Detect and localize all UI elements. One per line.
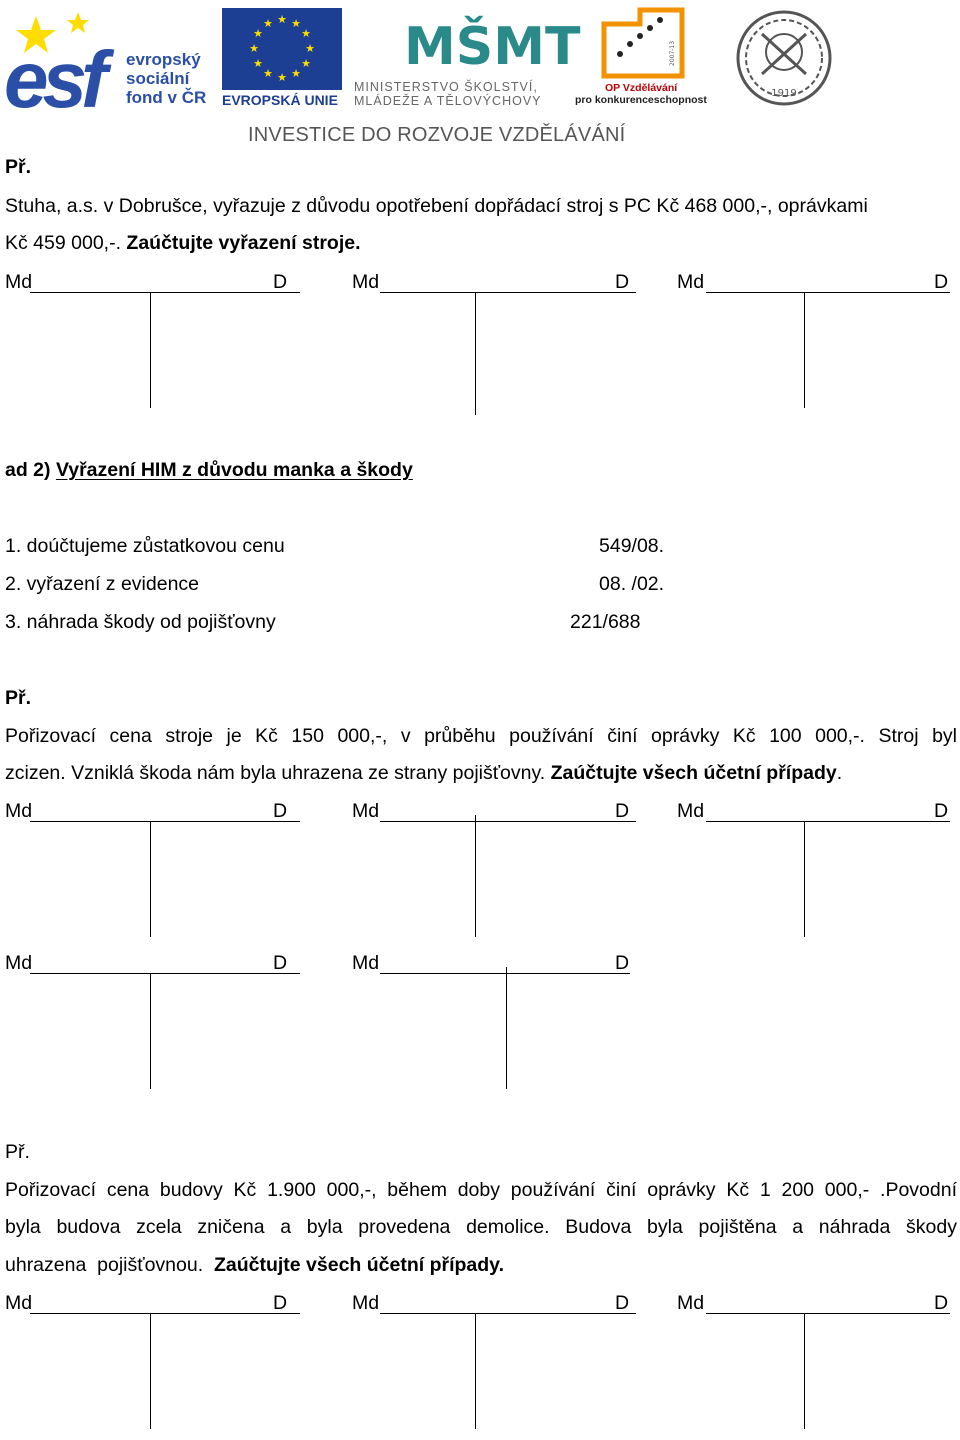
svg-text:MŠMT: MŠMT [404, 17, 581, 77]
ex1-line2: Kč 459 000,-. Zaúčtujte vyřazení stroje. [5, 232, 361, 254]
gear-seal-icon [734, 8, 834, 108]
svg-text:2007-13: 2007-13 [669, 40, 676, 66]
t-account-divider [475, 815, 476, 937]
ex3-task: Zaúčtujte všech účetní případy. [213, 1254, 504, 1276]
ad2-step-1-code: 549/08. [599, 535, 665, 557]
msmt-logo-text: MINISTERSTVO ŠKOLSTVÍ, MLÁDEŽE A TĚLOVÝCHOVY [354, 80, 542, 108]
t-account-top [706, 290, 950, 293]
ad2-step-3-code: 221/688 [570, 611, 641, 633]
d-label: D [615, 800, 630, 822]
ex1-heading: Př. [5, 156, 32, 178]
t-account-divider [804, 293, 805, 408]
eu-flag-icon [222, 8, 342, 90]
d-label: D [615, 271, 630, 293]
d-label: D [273, 1292, 288, 1314]
op-logo-icon [600, 6, 690, 82]
svg-text:★: ★ [253, 27, 263, 40]
ex2-line2: zcizen. Vzniklá škoda nám byla uhrazena ze strany pojišťovny. Zaúčtujte všech účetní případy. [5, 762, 843, 784]
svg-text:★: ★ [263, 17, 273, 30]
svg-text:★: ★ [253, 57, 263, 70]
md-label: Md [352, 271, 380, 293]
t-account-divider [150, 974, 151, 1089]
svg-text:★: ★ [291, 17, 301, 30]
md-label: Md [352, 1292, 380, 1314]
md-label: Md [352, 952, 380, 974]
svg-text:★: ★ [305, 42, 315, 55]
t-account-top [380, 819, 636, 822]
md-label: Md [677, 1292, 705, 1314]
t-account-divider [150, 293, 151, 408]
d-label: D [934, 800, 949, 822]
svg-text:1919: 1919 [771, 88, 797, 99]
ex1-task: Zaúčtujte vyřazení stroje. [126, 232, 361, 254]
t-account-top [30, 1311, 300, 1314]
t-account-divider [150, 1314, 151, 1429]
svg-text:★: ★ [277, 13, 287, 26]
t-account-top [380, 290, 636, 293]
d-label: D [934, 271, 949, 293]
md-label: Md [677, 800, 705, 822]
svg-text:★: ★ [301, 27, 311, 40]
ex3-line3: uhrazena pojišťovnou. Zaúčtujte všech účetní případy. [5, 1254, 504, 1276]
op-logo-text: OP Vzdělávání pro konkurenceschopnost [575, 82, 707, 106]
t-account-divider [506, 967, 507, 1089]
ad2-step-2-label: 2. vyřazení z evidence [5, 573, 200, 595]
md-label: Md [5, 271, 33, 293]
ex3-heading: Př. [5, 1141, 30, 1163]
md-label: Md [5, 952, 33, 974]
t-account-divider [475, 293, 476, 415]
t-account-top [706, 819, 950, 822]
d-label: D [934, 1292, 949, 1314]
t-account-divider [475, 1314, 476, 1429]
md-label: Md [677, 271, 705, 293]
ex3-line1: Pořizovací cena budovy Kč 1.900 000,-, během doby používání činí oprávky Kč 1 200 000,- .Povodní [5, 1179, 957, 1201]
ad2-step-3-label: 3. náhrada škody od pojišťovny [5, 611, 276, 633]
t-account-divider [150, 822, 151, 937]
ex2-task: Zaúčtujte všech účetní případy [550, 762, 837, 784]
t-account-top [380, 971, 630, 974]
t-account-divider [804, 822, 805, 937]
esf-logo-text: evropský sociální fond v ČR [126, 50, 207, 107]
ad2-title: Vyřazení HIM z důvodu manka a škody [55, 459, 413, 481]
t-account-top [30, 819, 300, 822]
svg-text:★: ★ [301, 57, 311, 70]
ex3-line2: byla budova zcela zničena a byla provedena demolice. Budova byla pojištěna a náhrada škody [5, 1216, 957, 1238]
d-label: D [615, 1292, 630, 1314]
slogan: INVESTICE DO ROZVOJE VZDĚLÁVÁNÍ [248, 124, 626, 146]
t-account-top [30, 290, 300, 293]
ad2-heading: ad 2) Vyřazení HIM z důvodu manka a škody [5, 459, 413, 481]
d-label: D [273, 952, 288, 974]
t-account-top [30, 971, 300, 974]
svg-text:★: ★ [249, 42, 259, 55]
svg-text:★: ★ [263, 67, 273, 80]
md-label: Md [5, 1292, 33, 1314]
esf-logo-word: esf [4, 35, 102, 124]
msmt-logo-icon [400, 6, 581, 77]
ex2-heading: Př. [5, 687, 32, 709]
md-label: Md [352, 800, 380, 822]
d-label: D [615, 952, 630, 974]
t-account-top [706, 1311, 950, 1314]
svg-text:★: ★ [291, 67, 301, 80]
t-account-top [380, 1311, 636, 1314]
md-label: Md [5, 800, 33, 822]
ad2-step-2-code: 08. /02. [599, 573, 665, 595]
eu-label: EVROPSKÁ UNIE [222, 92, 338, 108]
ad2-step-1-label: 1. doúčtujeme zůstatkovou cenu [5, 535, 285, 557]
d-label: D [273, 271, 288, 293]
svg-text:★: ★ [277, 71, 287, 84]
t-account-divider [804, 1314, 805, 1429]
ex1-line1: Stuha, a.s. v Dobrušce, vyřazuje z důvodu opotřebení dopřádací stroj s PC Kč 468 000,-, oprávkami [5, 195, 868, 217]
d-label: D [273, 800, 288, 822]
ex2-line1: Pořizovací cena stroje je Kč 150 000,-, v průběhu používání činí oprávky Kč 100 000,-. Stroj byl [5, 725, 957, 747]
